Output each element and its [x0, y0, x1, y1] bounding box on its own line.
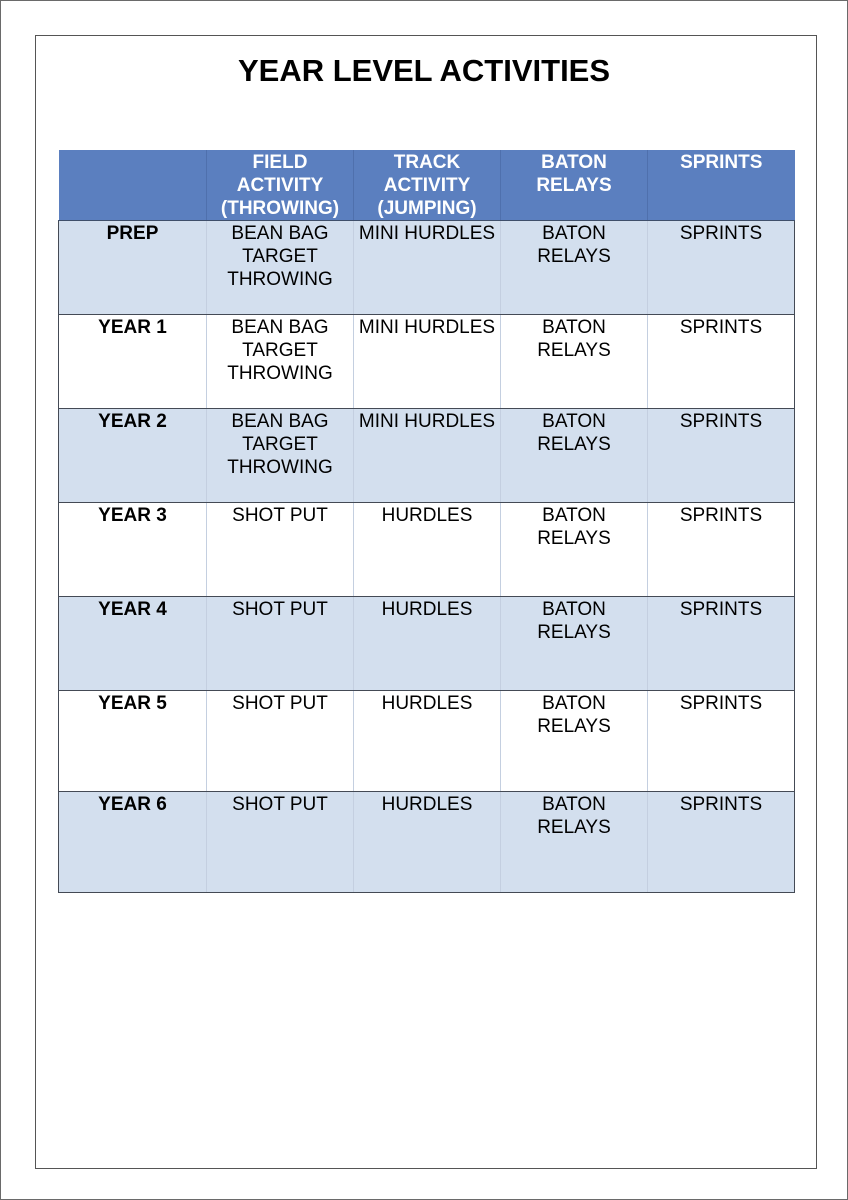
table-cell: SPRINTS: [648, 315, 795, 409]
table-cell: BATON RELAYS: [501, 792, 648, 893]
table-cell: SPRINTS: [648, 792, 795, 893]
row-label: YEAR 4: [59, 597, 207, 691]
year-level-activities-table: [58, 150, 795, 893]
table-cell: HURDLES: [354, 503, 501, 597]
header-row: [59, 150, 795, 221]
table-cell: BATON RELAYS: [501, 221, 648, 315]
table-cell: HURDLES: [354, 792, 501, 893]
row-label: YEAR 6: [59, 792, 207, 893]
table-cell: MINI HURDLES: [354, 409, 501, 503]
table-cell: SPRINTS: [648, 691, 795, 792]
table-cell: BATON RELAYS: [501, 315, 648, 409]
header-cell-baton-relays: BATON RELAYS: [501, 150, 648, 221]
table-cell: BEAN BAG TARGET THROWING: [207, 409, 354, 503]
row-label: PREP: [59, 221, 207, 315]
table-cell: SPRINTS: [648, 221, 795, 315]
table-cell: SPRINTS: [648, 409, 795, 503]
table-cell: BEAN BAG TARGET THROWING: [207, 221, 354, 315]
table-cell: SHOT PUT: [207, 597, 354, 691]
table-row: [59, 503, 795, 597]
table-cell: BATON RELAYS: [501, 597, 648, 691]
table-cell: BATON RELAYS: [501, 503, 648, 597]
table-cell: MINI HURDLES: [354, 315, 501, 409]
table-cell: BATON RELAYS: [501, 691, 648, 792]
header-cell-sprints: SPRINTS: [648, 150, 795, 221]
table-cell: SHOT PUT: [207, 691, 354, 792]
row-label: YEAR 5: [59, 691, 207, 792]
table-cell: MINI HURDLES: [354, 221, 501, 315]
table-cell: BATON RELAYS: [501, 409, 648, 503]
table-cell: SHOT PUT: [207, 503, 354, 597]
table-cell: HURDLES: [354, 597, 501, 691]
table-row: [59, 792, 795, 893]
table-row: [59, 221, 795, 315]
row-label: YEAR 2: [59, 409, 207, 503]
table-cell: BEAN BAG TARGET THROWING: [207, 315, 354, 409]
row-label: YEAR 3: [59, 503, 207, 597]
table-row: [59, 597, 795, 691]
table-cell: SHOT PUT: [207, 792, 354, 893]
table-cell: HURDLES: [354, 691, 501, 792]
table-row: [59, 315, 795, 409]
document-title: YEAR LEVEL ACTIVITIES: [237, 53, 611, 88]
table-cell: SPRINTS: [648, 597, 795, 691]
header-cell-year: [59, 150, 207, 221]
table-row: [59, 409, 795, 503]
header-cell-track-activity: TRACK ACTIVITY (JUMPING): [354, 150, 501, 221]
row-label: YEAR 1: [59, 315, 207, 409]
header-cell-field-activity: FIELD ACTIVITY (THROWING): [207, 150, 354, 221]
table-row: [59, 691, 795, 792]
table-cell: SPRINTS: [648, 503, 795, 597]
